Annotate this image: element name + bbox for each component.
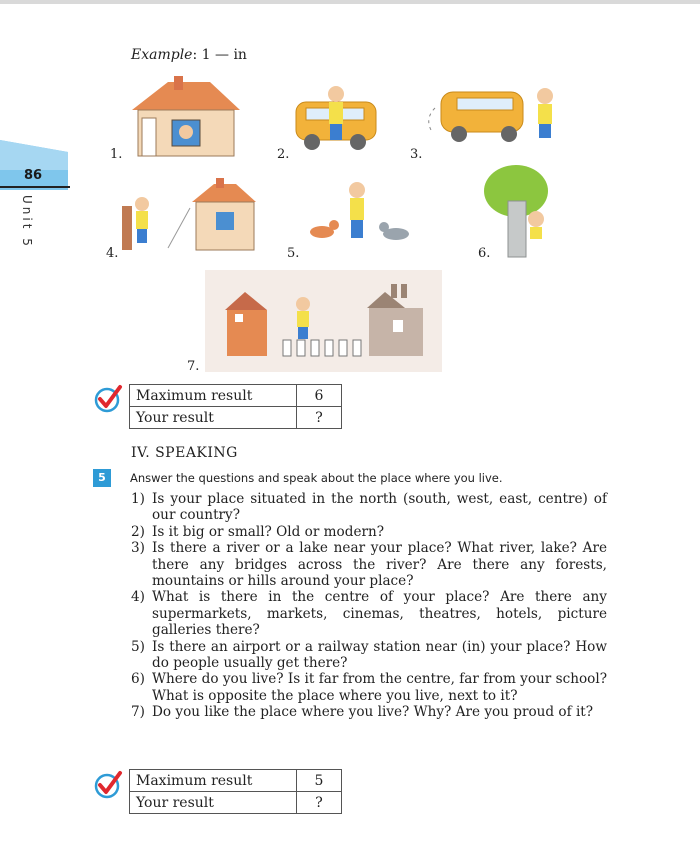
question-item — [131, 524, 607, 540]
example-label: Example — [131, 47, 193, 63]
picture-label-4: 4. — [106, 246, 119, 261]
result-table-1 — [129, 384, 342, 429]
question-item — [131, 491, 607, 524]
question-number: 2) — [131, 523, 145, 540]
top-rule — [0, 0, 700, 4]
picture-label-7: 7. — [187, 359, 200, 374]
question-text: Do you like the place where you live? Why? Are you proud of it? — [152, 704, 594, 721]
picture-label-3: 3. — [410, 147, 423, 162]
check-icon — [93, 384, 123, 414]
question-number: 5) — [131, 638, 145, 655]
result-row-yours — [130, 792, 342, 814]
max-result-value: 6 — [297, 385, 342, 407]
result-row-yours — [130, 407, 342, 429]
question-text: Is it big or small? Old or modern? — [152, 523, 385, 540]
section-title: IV. SPEAKING — [131, 445, 238, 461]
picture-1-house — [128, 76, 248, 158]
example-line: Example: 1 — in — [131, 47, 247, 63]
task-instruction: Answer the questions and speak about the place where you live. — [130, 471, 503, 485]
picture-label-1: 1. — [110, 147, 123, 162]
picture-6-tree — [480, 163, 550, 258]
question-item — [131, 639, 607, 672]
question-number: 6) — [131, 671, 145, 688]
your-result-value: ? — [297, 407, 342, 429]
result-row-max — [130, 385, 342, 407]
picture-label-2: 2. — [277, 147, 290, 162]
picture-7-crossing — [205, 270, 442, 372]
question-item — [131, 540, 607, 589]
question-text: What is there in the centre of your place? Are there any supermarkets, markets, cinemas, theatres, hotels, picture galleries there? — [152, 589, 607, 639]
max-result-value: 5 — [297, 770, 342, 792]
question-text: Is there a river or a lake near your place? What river, lake? Are there any bridges across the river? Are there any forests, mountains or hills around your place? — [152, 540, 607, 590]
question-item — [131, 671, 607, 704]
your-result-label: Your result — [130, 792, 297, 814]
picture-label-5: 5. — [287, 246, 300, 261]
question-text: Is your place situated in the north (south, west, east, centre) of our country? — [152, 491, 607, 524]
result-table-2 — [129, 769, 342, 814]
unit-label: Unit 5 — [20, 195, 34, 249]
page-number: 86 — [24, 168, 43, 183]
questions-list — [131, 491, 607, 721]
your-result-value: ? — [297, 792, 342, 814]
question-number: 4) — [131, 589, 145, 606]
question-text: Is there an airport or a railway station near (in) your place? How do people usually get there? — [152, 638, 607, 672]
question-number: 1) — [131, 491, 145, 507]
page-number-rule — [0, 186, 70, 188]
your-result-label: Your result — [130, 407, 297, 429]
question-item — [131, 704, 607, 720]
picture-4-house-wall — [118, 178, 260, 252]
picture-3-van-running — [415, 78, 565, 154]
question-item — [131, 589, 607, 638]
task-number-badge: 5 — [93, 469, 111, 487]
example-text: 1 — in — [201, 47, 247, 63]
max-result-label: Maximum result — [130, 385, 297, 407]
picture-2-van — [292, 80, 382, 158]
question-text: Where do you live? Is it far from the centre, far from your school? What is opposite the place where you live, next to it? — [152, 671, 607, 704]
picture-5-boy-dogs — [302, 180, 420, 250]
question-number: 7) — [131, 704, 145, 721]
result-row-max — [130, 770, 342, 792]
max-result-label: Maximum result — [130, 770, 297, 792]
check-icon — [93, 770, 123, 800]
picture-label-6: 6. — [478, 246, 491, 261]
question-number: 3) — [131, 540, 145, 557]
